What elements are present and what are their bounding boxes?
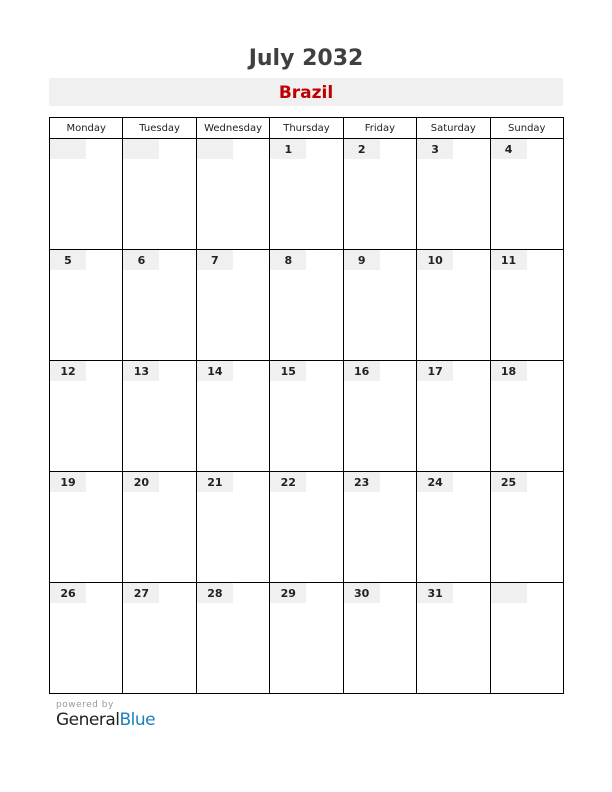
day-cell[interactable] (343, 583, 416, 694)
day-cell[interactable] (490, 583, 563, 694)
day-number: 2 (357, 143, 366, 156)
day-number: 21 (207, 476, 223, 489)
day-number: 17 (427, 365, 443, 378)
day-cell[interactable] (343, 139, 416, 250)
day-number-label (491, 361, 527, 381)
day-number: 19 (60, 476, 76, 489)
day-number: 26 (60, 587, 76, 600)
day-number-label (270, 583, 306, 603)
weekday-sunday: Sunday (490, 118, 563, 139)
day-number-label (491, 250, 527, 270)
day-number: 7 (211, 254, 219, 267)
day-cell[interactable] (417, 250, 490, 361)
day-number-label (344, 139, 380, 159)
day-number: 22 (280, 476, 296, 489)
day-cell[interactable] (196, 139, 269, 250)
weekday-thursday: Thursday (270, 118, 343, 139)
country-banner (49, 78, 563, 106)
day-number-label (197, 250, 233, 270)
day-cell[interactable] (50, 139, 123, 250)
day-cell[interactable] (417, 139, 490, 250)
day-cell[interactable] (343, 472, 416, 583)
day-number-label (50, 361, 86, 381)
day-cell[interactable] (123, 250, 196, 361)
day-number-label (491, 472, 527, 492)
day-number-label (123, 361, 159, 381)
day-number-label (50, 139, 86, 159)
day-cell[interactable] (50, 250, 123, 361)
weekday-saturday: Saturday (417, 118, 490, 139)
day-cell[interactable] (123, 583, 196, 694)
day-number: 8 (284, 254, 293, 267)
day-number: 29 (280, 587, 296, 600)
day-number-label (417, 583, 453, 603)
day-number: 25 (500, 476, 517, 489)
day-number-label (491, 583, 527, 603)
day-cell[interactable] (417, 583, 490, 694)
day-number: 4 (504, 143, 513, 156)
day-number-label (50, 250, 86, 270)
day-number-label (197, 583, 233, 603)
day-number: 1 (284, 143, 293, 156)
day-number-label (197, 472, 233, 492)
day-cell[interactable] (417, 472, 490, 583)
weekday-wednesday: Wednesday (196, 118, 269, 139)
calendar-grid (49, 117, 564, 694)
day-cell[interactable] (270, 472, 343, 583)
weekday-header-row (50, 118, 564, 139)
week-row (50, 139, 564, 250)
day-number-label (417, 250, 453, 270)
day-number-label (417, 472, 453, 492)
day-number-label (197, 139, 233, 159)
day-cell[interactable] (123, 472, 196, 583)
day-cell[interactable] (490, 250, 563, 361)
day-number: 15 (280, 365, 296, 378)
day-cell[interactable] (123, 361, 196, 472)
day-number: 9 (357, 254, 366, 267)
day-number: 28 (207, 587, 223, 600)
day-number-label (123, 250, 159, 270)
generalblue-logo[interactable] (56, 710, 155, 730)
footer (56, 700, 155, 730)
day-number-label (344, 472, 380, 492)
powered-by-text: powered by (56, 700, 114, 710)
day-cell[interactable] (490, 361, 563, 472)
day-number: 5 (64, 254, 72, 267)
day-cell[interactable] (270, 583, 343, 694)
day-number: 20 (133, 476, 150, 489)
day-cell[interactable] (270, 139, 343, 250)
weekday-tuesday: Tuesday (123, 118, 196, 139)
day-cell[interactable] (196, 583, 269, 694)
weekday-monday: Monday (50, 118, 123, 139)
brand-general: General (56, 710, 120, 730)
day-number: 3 (431, 143, 439, 156)
day-number-label (270, 139, 306, 159)
day-number-label (50, 472, 86, 492)
day-cell[interactable] (490, 139, 563, 250)
day-cell[interactable] (50, 472, 123, 583)
day-number-label (197, 361, 233, 381)
day-cell[interactable] (196, 250, 269, 361)
country-name: Brazil (278, 83, 334, 103)
day-cell[interactable] (196, 361, 269, 472)
day-cell[interactable] (417, 361, 490, 472)
day-cell[interactable] (270, 361, 343, 472)
day-number: 18 (500, 365, 517, 378)
day-number-label (270, 472, 306, 492)
day-number: 27 (133, 587, 150, 600)
day-cell[interactable] (50, 361, 123, 472)
day-number-label (417, 139, 453, 159)
day-number-label (50, 583, 86, 603)
day-cell[interactable] (343, 250, 416, 361)
day-number-label (123, 583, 159, 603)
day-number-label (344, 250, 380, 270)
day-number-label (270, 361, 306, 381)
day-number: 12 (60, 365, 76, 378)
day-cell[interactable] (490, 472, 563, 583)
page-title: July 2032 (248, 46, 364, 71)
day-number-label (344, 583, 380, 603)
day-number-label (344, 361, 380, 381)
day-number: 11 (500, 254, 517, 267)
day-number: 6 (137, 254, 146, 267)
weekday-friday: Friday (343, 118, 416, 139)
day-number-label (123, 472, 159, 492)
day-number: 30 (354, 587, 370, 600)
day-number: 10 (427, 254, 443, 267)
week-row (50, 583, 564, 694)
day-cell[interactable] (196, 472, 269, 583)
day-number: 31 (427, 587, 443, 600)
week-row (50, 361, 564, 472)
week-row (50, 472, 564, 583)
day-cell[interactable] (50, 583, 123, 694)
day-number: 23 (354, 476, 370, 489)
day-number-label (270, 250, 306, 270)
day-cell[interactable] (343, 361, 416, 472)
day-number: 24 (427, 476, 443, 489)
day-cell[interactable] (123, 139, 196, 250)
day-number-label (417, 361, 453, 381)
day-number: 14 (207, 365, 223, 378)
day-number: 16 (354, 365, 370, 378)
brand-blue: Blue (119, 710, 156, 730)
week-row (50, 250, 564, 361)
day-number-label (491, 139, 527, 159)
day-cell[interactable] (270, 250, 343, 361)
day-number: 13 (133, 365, 150, 378)
day-number-label (123, 139, 159, 159)
